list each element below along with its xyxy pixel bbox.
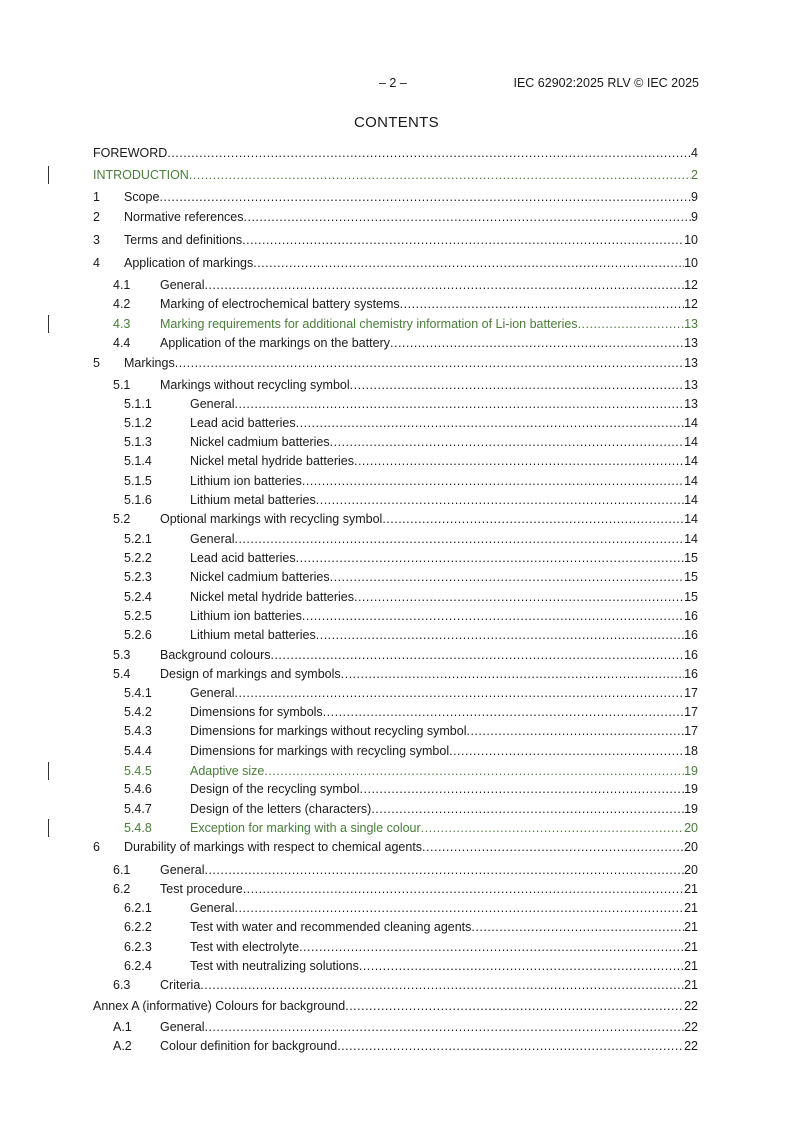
toc-entry-page: 12: [684, 297, 698, 311]
toc-entry-page: 18: [684, 744, 698, 758]
dot-leader: [449, 743, 684, 759]
toc-entry-title: Markings without recycling symbol: [160, 378, 350, 392]
toc-entry-title: Optional markings with recycling symbol: [160, 512, 383, 526]
dot-leader: [234, 685, 684, 701]
toc-entry-page: 20: [684, 863, 698, 877]
toc-entry-page: 10: [684, 233, 698, 247]
toc-entry-page: 21: [684, 978, 698, 992]
dot-leader: [400, 296, 684, 312]
toc-entry[interactable]: [93, 531, 698, 547]
toc-entry-title: Test procedure: [160, 882, 243, 896]
toc-entry-page: 13: [684, 336, 698, 350]
toc-entry-number: 5.4.1: [124, 686, 152, 700]
toc-entry-title: Test with neutralizing solutions: [190, 959, 359, 973]
toc-entry-title: Application of markings: [124, 256, 254, 270]
dot-leader: [316, 492, 684, 508]
toc-entry[interactable]: [93, 377, 698, 393]
toc-entry-number: 5.2.1: [124, 532, 152, 546]
toc-entry-page: 16: [684, 609, 698, 623]
dot-leader: [296, 550, 684, 566]
dot-leader: [264, 763, 684, 779]
dot-leader: [175, 355, 684, 371]
dot-leader: [204, 277, 684, 293]
toc-entry-page: 2: [691, 168, 698, 182]
toc-entry-title: Lithium ion batteries: [190, 609, 302, 623]
toc-entry-number: 5: [93, 356, 100, 370]
dot-leader: [242, 232, 684, 248]
toc-entry-number: 6.2.2: [124, 920, 152, 934]
toc-entry[interactable]: [93, 415, 698, 431]
toc-entry-page: 21: [684, 959, 698, 973]
toc-entry-number: 5.1: [113, 378, 131, 392]
toc-entry[interactable]: [93, 958, 698, 974]
dot-leader: [337, 1038, 684, 1054]
toc-entry-page: 9: [691, 210, 698, 224]
page-title: CONTENTS: [354, 114, 439, 131]
toc-entry-title: General: [190, 397, 235, 411]
toc-entry[interactable]: [93, 919, 698, 935]
toc-entry-number: 5.4.3: [124, 724, 152, 738]
toc-entry[interactable]: [93, 355, 698, 371]
toc-entry-title: Annex A (informative) Colours for background: [93, 999, 346, 1013]
dot-leader: [350, 377, 684, 393]
toc-entry-title: Nickel cadmium batteries: [190, 435, 330, 449]
toc-entry-page: 17: [684, 686, 698, 700]
toc-entry-page: 13: [684, 356, 698, 370]
toc-entry-page: 20: [684, 821, 698, 835]
toc-entry-title: Adaptive size: [190, 764, 265, 778]
toc-entry-page: 12: [684, 278, 698, 292]
toc-entry-page: 10: [684, 256, 698, 270]
toc-entry-title: Marking requirements for additional chemistry information of Li-ion batteries: [160, 317, 578, 331]
toc-entry-title: Nickel metal hydride batteries: [190, 454, 354, 468]
toc-entry-number: 5.4.5: [124, 764, 152, 778]
toc-entry-page: 20: [684, 840, 698, 854]
dot-leader: [359, 958, 684, 974]
toc-entry[interactable]: [93, 296, 698, 312]
toc-entry-page: 13: [684, 397, 698, 411]
toc-entry-number: 5.2.4: [124, 590, 152, 604]
toc-entry-number: 5.2.5: [124, 609, 152, 623]
toc-entry-number: 6.2.1: [124, 901, 152, 915]
toc-entry-number: 5.1.3: [124, 435, 152, 449]
dot-leader: [341, 666, 684, 682]
toc-entry-title: Dimensions for markings without recycling symbol: [190, 724, 467, 738]
toc-entry-number: 5.2.6: [124, 628, 152, 642]
toc-entry-page: 14: [684, 435, 698, 449]
toc-entry-number: 6.2.4: [124, 959, 152, 973]
toc-entry-number: 6: [93, 840, 100, 854]
dot-leader: [234, 396, 684, 412]
toc-entry-title: INTRODUCTION: [93, 168, 189, 182]
toc-entry-number: 5.4: [113, 667, 131, 681]
toc-entry-title: Markings: [124, 356, 175, 370]
toc-entry-number: 6.3: [113, 978, 131, 992]
change-bar: [48, 166, 49, 184]
dot-leader: [204, 862, 684, 878]
toc-entry-page: 15: [684, 570, 698, 584]
dot-leader: [299, 939, 684, 955]
dot-leader: [382, 511, 684, 527]
toc-entry-number: 5.2.2: [124, 551, 152, 565]
toc-entry[interactable]: [93, 977, 698, 993]
toc-entry[interactable]: [93, 820, 698, 836]
toc-entry-title: Application of the markings on the battery: [160, 336, 390, 350]
change-bar: [48, 819, 49, 837]
toc-entry-title: Terms and definitions: [124, 233, 243, 247]
toc-entry-number: 5.2: [113, 512, 131, 526]
toc-entry[interactable]: [93, 277, 698, 293]
toc-entry-page: 15: [684, 551, 698, 565]
toc-entry-title: Nickel cadmium batteries: [190, 570, 330, 584]
dot-leader: [422, 839, 684, 855]
toc-entry-title: Nickel metal hydride batteries: [190, 590, 354, 604]
dot-leader: [234, 900, 684, 916]
toc-entry-title: Lead acid batteries: [190, 551, 296, 565]
toc-entry-title: Lithium ion batteries: [190, 474, 302, 488]
toc-entry-title: General: [160, 278, 205, 292]
dot-leader: [234, 531, 684, 547]
toc-entry[interactable]: [93, 839, 698, 855]
dot-leader: [302, 473, 684, 489]
toc-entry[interactable]: [93, 881, 698, 897]
toc-entry-page: 14: [684, 532, 698, 546]
toc-entry-title: General: [190, 901, 235, 915]
toc-entry[interactable]: [93, 167, 698, 183]
toc-entry[interactable]: [93, 801, 698, 817]
toc-entry-page: 16: [684, 648, 698, 662]
toc-entry[interactable]: [93, 666, 698, 682]
toc-entry-page: 21: [684, 920, 698, 934]
toc-entry-title: Exception for marking with a single colour: [190, 821, 421, 835]
toc-entry-number: A.2: [113, 1039, 132, 1053]
toc-entry-title: General: [190, 532, 235, 546]
toc-entry-title: Background colours: [160, 648, 271, 662]
toc-entry-number: 1: [93, 190, 100, 204]
toc-entry[interactable]: [93, 743, 698, 759]
toc-entry-number: 5.1.4: [124, 454, 152, 468]
dot-leader: [578, 316, 685, 332]
toc-entry-title: Dimensions for symbols: [190, 705, 323, 719]
toc-entry[interactable]: [93, 939, 698, 955]
toc-entry-number: 4.4: [113, 336, 131, 350]
toc-entry-number: 4: [93, 256, 100, 270]
toc-entry-number: 5.1.2: [124, 416, 152, 430]
toc-entry-title: Colour definition for background: [160, 1039, 338, 1053]
toc-entry-page: 19: [684, 782, 698, 796]
toc-entry[interactable]: [93, 434, 698, 450]
dot-leader: [323, 704, 684, 720]
toc-entry[interactable]: [93, 781, 698, 797]
dot-leader: [244, 209, 692, 225]
toc-entry-page: 9: [691, 190, 698, 204]
toc-entry-title: Criteria: [160, 978, 201, 992]
toc-entry-number: 5.3: [113, 648, 131, 662]
toc-entry[interactable]: [93, 209, 698, 225]
toc-entry-number: 6.2: [113, 882, 131, 896]
dot-leader: [360, 781, 685, 797]
toc-entry-title: General: [160, 863, 205, 877]
change-bar: [48, 315, 49, 333]
document-reference: IEC 62902:2025 RLV © IEC 2025: [513, 76, 699, 90]
toc-entry-title: Test with water and recommended cleaning agents: [190, 920, 472, 934]
toc-entry[interactable]: [93, 647, 698, 663]
dot-leader: [466, 723, 684, 739]
dot-leader: [200, 977, 684, 993]
toc-entry-page: 21: [684, 882, 698, 896]
toc-entry-number: 3: [93, 233, 100, 247]
toc-entry-title: Design of the letters (characters): [190, 802, 372, 816]
toc-entry[interactable]: [93, 704, 698, 720]
toc-entry-page: 16: [684, 667, 698, 681]
toc-entry-number: 5.1.5: [124, 474, 152, 488]
toc-entry-title: Test with electrolyte: [190, 940, 300, 954]
toc-entry[interactable]: [93, 1038, 698, 1054]
dot-leader: [204, 1019, 684, 1035]
toc-entry-title: Design of markings and symbols: [160, 667, 341, 681]
dot-leader: [354, 453, 684, 469]
dot-leader: [270, 647, 684, 663]
toc-entry-page: 19: [684, 764, 698, 778]
toc-entry-number: 4.1: [113, 278, 131, 292]
change-bar: [48, 762, 49, 780]
dot-leader: [421, 820, 684, 836]
toc-entry-number: 6.2.3: [124, 940, 152, 954]
toc-entry-page: 4: [691, 146, 698, 160]
toc-entry-title: Scope: [124, 190, 160, 204]
toc-entry-number: 6.1: [113, 863, 131, 877]
toc-entry[interactable]: [93, 862, 698, 878]
toc-entry-title: Design of the recycling symbol: [190, 782, 360, 796]
toc-entry-number: 5.4.8: [124, 821, 152, 835]
toc-entry-number: 5.1.1: [124, 397, 152, 411]
toc-entry[interactable]: [93, 569, 698, 585]
toc-entry[interactable]: [93, 255, 698, 271]
toc-entry[interactable]: [93, 723, 698, 739]
toc-entry-number: 5.1.6: [124, 493, 152, 507]
toc-entry-title: General: [190, 686, 235, 700]
toc-entry-title: Durability of markings with respect to chemical agents: [124, 840, 423, 854]
toc-entry-page: 16: [684, 628, 698, 642]
toc-entry-number: 2: [93, 210, 100, 224]
toc-entry-page: 13: [684, 378, 698, 392]
dot-leader: [354, 589, 684, 605]
page-header: [93, 76, 699, 92]
toc-entry[interactable]: [93, 145, 698, 161]
toc-entry[interactable]: [93, 492, 698, 508]
dot-leader: [330, 569, 684, 585]
dot-leader: [330, 434, 684, 450]
toc-entry-number: 5.4.4: [124, 744, 152, 758]
toc-entry[interactable]: [93, 232, 698, 248]
toc-entry[interactable]: [93, 998, 698, 1014]
dot-leader: [316, 627, 684, 643]
dot-leader: [243, 881, 684, 897]
toc-entry-page: 22: [684, 999, 698, 1013]
dot-leader: [302, 608, 684, 624]
page-number: – 2 –: [379, 76, 407, 90]
toc-entry-page: 15: [684, 590, 698, 604]
toc-entry[interactable]: [93, 627, 698, 643]
toc-entry-title: Marking of electrochemical battery systems: [160, 297, 400, 311]
dot-leader: [159, 189, 691, 205]
toc-entry[interactable]: [93, 550, 698, 566]
toc-entry[interactable]: [93, 396, 698, 412]
toc-entry-title: FOREWORD: [93, 146, 168, 160]
toc-entry-page: 22: [684, 1020, 698, 1034]
toc-entry[interactable]: [93, 316, 698, 332]
toc-entry-number: 5.2.3: [124, 570, 152, 584]
dot-leader: [471, 919, 684, 935]
toc-entry-page: 13: [684, 317, 698, 331]
toc-entry[interactable]: [93, 685, 698, 701]
toc-entry-title: Lithium metal batteries: [190, 493, 316, 507]
toc-entry-page: 14: [684, 416, 698, 430]
toc-entry-page: 17: [684, 724, 698, 738]
dot-leader: [390, 335, 684, 351]
toc-entry-number: 4.2: [113, 297, 131, 311]
toc-entry[interactable]: [93, 511, 698, 527]
toc-entry-title: Normative references: [124, 210, 244, 224]
toc-entry[interactable]: [93, 589, 698, 605]
toc-entry-title: Dimensions for markings with recycling symbol: [190, 744, 450, 758]
toc-entry-page: 21: [684, 901, 698, 915]
toc-entry-number: 4.3: [113, 317, 131, 331]
toc-entry-page: 14: [684, 493, 698, 507]
dot-leader: [296, 415, 684, 431]
dot-leader: [167, 145, 691, 161]
toc-entry-page: 14: [684, 512, 698, 526]
toc-entry[interactable]: [93, 473, 698, 489]
toc-entry[interactable]: [93, 763, 698, 779]
toc-entry[interactable]: [93, 900, 698, 916]
toc-entry-page: 14: [684, 454, 698, 468]
toc-entry-page: 21: [684, 940, 698, 954]
dot-leader: [345, 998, 684, 1014]
toc-entry-number: 5.4.2: [124, 705, 152, 719]
toc-entry[interactable]: [93, 335, 698, 351]
toc-entry-page: 19: [684, 802, 698, 816]
toc-entry-title: General: [160, 1020, 205, 1034]
toc-entry-page: 14: [684, 474, 698, 488]
toc-entry[interactable]: [93, 1019, 698, 1035]
toc-entry[interactable]: [93, 189, 698, 205]
toc-entry-page: 17: [684, 705, 698, 719]
toc-entry-number: 5.4.6: [124, 782, 152, 796]
dot-leader: [371, 801, 684, 817]
toc-entry-number: A.1: [113, 1020, 132, 1034]
toc-entry-title: Lead acid batteries: [190, 416, 296, 430]
toc-entry-title: Lithium metal batteries: [190, 628, 316, 642]
toc-entry-number: 5.4.7: [124, 802, 152, 816]
toc-entry-page: 22: [684, 1039, 698, 1053]
toc-entry[interactable]: [93, 453, 698, 469]
dot-leader: [189, 167, 691, 183]
dot-leader: [253, 255, 684, 271]
toc-entry[interactable]: [93, 608, 698, 624]
